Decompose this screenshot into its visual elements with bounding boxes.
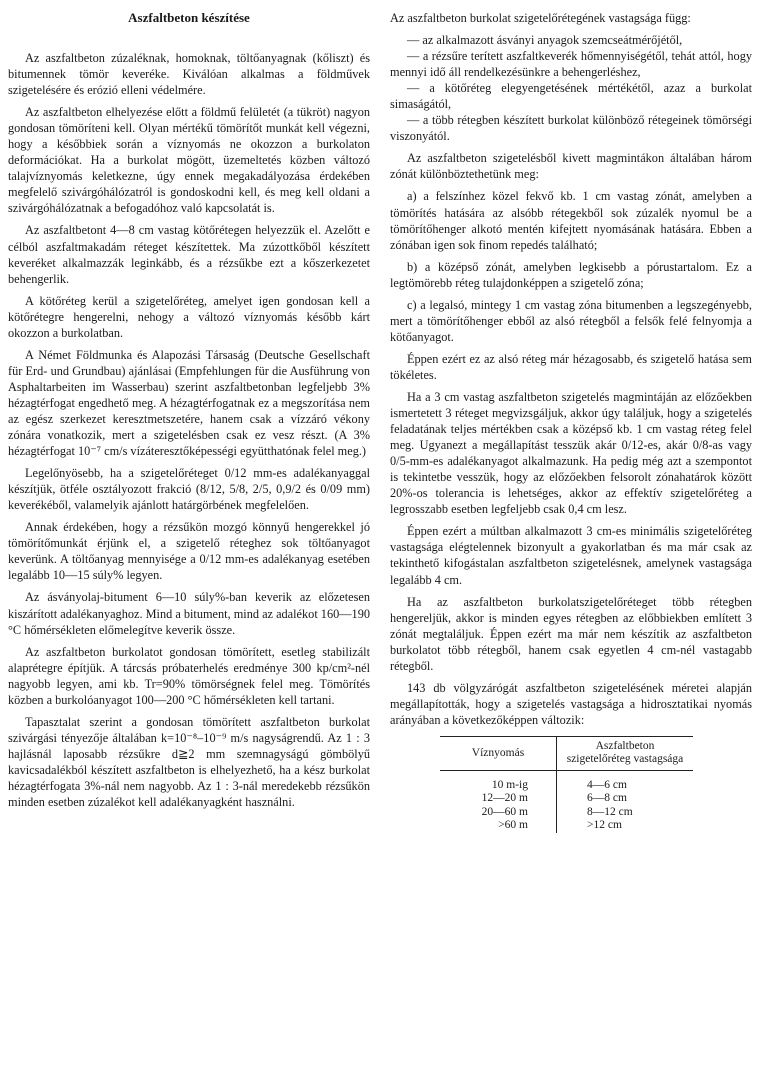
paragraph-filler: Annak érdekében, hogy a rézsűkön mozgó könnyű hengerekkel jó tömörítőmunkát érjünk el, a szigetelő réteghez sok töltőanyagot keverünk. A töltőanyag mennyisége a 0/12 mm-es adalékanyag esetében legalább 10—15 súly% legyen. bbox=[8, 520, 370, 583]
table-cell-pressure: >60 m bbox=[440, 819, 557, 833]
two-column-layout bbox=[8, 10, 752, 833]
list-item: — a rézsűre terített aszfaltkeverék hőmennyiségétől, tehát attól, hogy mennyi idő áll rendelkezésünkre a behengerléshez, bbox=[390, 49, 752, 80]
table-cell-thickness: 4—6 cm bbox=[587, 778, 627, 791]
paragraph-compaction: Az aszfaltbeton burkolatot gondosan tömörített, esetleg stabilizált alaprétegre építjük. A tárcsás próbaterhelés eredménye 300 kp/cm²-nél nagyobb legyen, ami kb. Tr=90% tömörségnek felel meg. Tömörítés közben a burkolóanyagot 100—200 °C hőmérsékleten kell tartani. bbox=[8, 644, 370, 707]
paragraph-zone-b: b) a középső zónát, amelyben legkisebb a pórustartalom. Ez a legtömörebb réteg tulajdonképpen a szigetelő zóna; bbox=[390, 259, 752, 290]
paragraph-dam-survey: 143 db völgyzárógát aszfaltbeton szigetelésének méretei alapján megállapították, hogy a szigetelés vastagsága a hidrosztatikai nyomás arányában a következőképpen változik: bbox=[390, 680, 752, 727]
paragraph-lower-layer: Éppen ezért ez az alsó réteg már hézagosabb, és szigetelő hatása sem tökéletes. bbox=[390, 351, 752, 382]
paragraph-bitumen: Az ásványolaj-bitument 6—10 súly%-ban keverik az előzetesen kiszárított adalékanyaghoz. Mind a bitument, mind az adalékot 160—190 °C hőmérsékleten előmelegítve keverik össze. bbox=[8, 590, 370, 637]
paragraph-multilayer: Ha az aszfaltbeton burkolatszigetelőréteget több rétegben hengereljük, akkor is minden egyes rétegben az előbbiekben említett 3 zónát megtaláljuk. Éppen ezért ma már nem készítik az aszfaltbeton burkolatot több rétegből, hanem csak egyetlen 4 cm-nél vastagabb rétegből. bbox=[390, 594, 752, 673]
thickness-table bbox=[440, 736, 693, 833]
dependency-list bbox=[390, 32, 752, 144]
table-row bbox=[440, 770, 693, 792]
list-item: — az alkalmazott ásványi anyagok szemcseátmérőjétől, bbox=[407, 33, 683, 48]
paragraph-binder-layer: Az aszfaltbetont 4—8 cm vastag kötőrétegen helyezzük el. Azelőtt e célból aszfaltmakadám réteget készítettek. Ma zúzottkőből készített keveréket alkalmazzák leginkább, és a rézsűkbe ezt a kőszerkezetet behengerlik. bbox=[8, 223, 370, 286]
table-cell-thickness: 8—12 cm bbox=[587, 805, 633, 818]
list-item: — a több rétegben készített burkolat különböző rétegeinek tömörségi viszonyától. bbox=[390, 113, 752, 144]
paragraph-aggregate: Legelőnyösebb, ha a szigetelőréteget 0/12 mm-es adalékanyaggal készítjük, ötféle osztályozott frakció (8/12, 5/8, 2/5, 0,9/2 és 0/09 mm) keverékéből, valamelyik ajánlott határgörbének megfelelően. bbox=[8, 466, 370, 513]
table-cell-pressure: 10 m-ig bbox=[440, 770, 557, 792]
table-cell-thickness: >12 cm bbox=[587, 819, 622, 832]
paragraph-definition: Az aszfaltbeton zúzaléknak, homoknak, töltőanyagnak (kőliszt) és bitumennek tömör keveréke. Kiválóan alkalmas a földművek szigetelésére és erózió elleni védelmére. bbox=[8, 51, 370, 98]
paragraph-sealing-layer: A kötőréteg kerül a szigetelőréteg, amelyet igen gondosan kell a kötőrétegre hengerelni, nehogy a változó víznyomás később kárt okozzon a burkolatban. bbox=[8, 293, 370, 340]
paragraph-permeability: Tapasztalat szerint a gondosan tömörített aszfaltbeton burkolat szivárgási tényezője általában k=10⁻⁸–10⁻⁹ m/s nagyságrendű. Az 1 : 3 hajlásnál laposabb rézsűkre d≧2 mm szemnagyságú gömbölyű kavicsadalékból készített aszfaltbeton is elhelyezhető, ha a kész burkolat hézagtérfogata 3%-nál nem nagyobb. Az 1 : 3-nál meredekebb rézsűkön minden esetben zúzalékot kell adalékanyagként használni. bbox=[8, 714, 370, 810]
table-cell-pressure: 12—20 m bbox=[440, 792, 557, 806]
section-title: Aszfaltbeton készítése bbox=[128, 10, 250, 25]
paragraph-thickness-depends: Az aszfaltbeton burkolat szigetelőrétegének vastagsága függ: bbox=[390, 11, 691, 25]
paragraph-minimum-thickness: Éppen ezért a múltban alkalmazott 3 cm-es minimális szigetelőréteg vastagsága elégtelennek bizonyult a gyakorlatban és ma már csak az tekinthető kifogástalan aszfaltbeton szigetelésnek, amelynek vastagsága legalább 4 cm. bbox=[390, 524, 752, 587]
left-column bbox=[8, 10, 370, 833]
paragraph-recommendations: A Német Földmunka és Alapozási Társaság (Deutsche Gesellschaft für Erd- und Grundbau) ajánlásai (Empfehlungen für die Ausführung von Asphaltarbeiten im Wasserbau) szerint aszfaltbetonban legfeljebb 3% hézagtérfogat engedhető meg. A hézagtérfogatnak ez a megszorítása nem az egész szerkezet keresztmetszetére, hanem csak a vízzáró vékony zónára vonatkozik, mert a szigetelésben csak ez vesz részt. (A 3% hézagtérfogat 10⁻⁷ cm/s vízáteresztőképességi együtthatónak felel meg.) bbox=[8, 347, 370, 459]
paragraph-core-sample: Ha a 3 cm vastag aszfaltbeton szigetelés magmintáján az előzőekben ismertetett 3 réteget megvizsgáljuk, akkor úgy találjuk, hogy a szigetelés feladatának teljes mértékben csak a középső kb. 1 cm vastag réteg felel meg. Ugyanezt a megállapítást tesszük akár 0/12-es, akár 0/8-as vagy 0/5-mm-es adalékanyagot alkalmazunk. Ha pedig még azt a szempontot is tekintetbe vesszük, hogy az előzőekben felsorolt zónahatárok között 20%-os tolerancia is lehetséges, akkor az effektív szigetelőréteg a legrosszabb esetben legfeljebb csak 0,4 cm lesz. bbox=[390, 389, 752, 517]
table-cell-pressure: 20—60 m bbox=[440, 806, 557, 820]
list-item: — a kötőréteg elegyengetésének mértékétől, azaz a burkolat simaságától, bbox=[390, 81, 752, 112]
right-column bbox=[390, 10, 752, 833]
table-row bbox=[440, 819, 693, 833]
table-header-thickness: Aszfaltbeton szigetelőréteg vastagsága bbox=[557, 736, 694, 770]
table-row bbox=[440, 792, 693, 806]
table-header-pressure: Víznyomás bbox=[440, 736, 557, 770]
paragraph-zones-intro: Az aszfaltbeton szigetelésből kivett magmintákon általában három zónát különböztethetünk meg: bbox=[390, 151, 752, 182]
paragraph-subgrade: Az aszfaltbeton elhelyezése előtt a földmű felületét (a tükröt) nagyon gondosan tömöríteni kell. Olyan mértékű tömörítőt munkát kell végezni, hogy a későbbiek során a víznyomás ne okozzon a burkolaton deformációkat. Ha a burkolat mögött, üzemeltetés közben változó talajvíznyomás keletkezne, úgy ennek megakadályozása érdekében megfelelő szivárgóhálózatról is gondoskodni kell, és meg kell oldani a szivárgóhálózatnak a befogadóhoz való kapcsolatát is. bbox=[8, 105, 370, 216]
paragraph-zone-a: a) a felszínhez közel fekvő kb. 1 cm vastag zónát, amelyben a tömörítés hatására az alsóbb rétegekből sok zúzalék nyomul be a tömörítőhenger alkotó mentén kifejtett nyomásának hatására. Ebben a zónában igen sok finom repedés található; bbox=[390, 189, 752, 252]
paragraph-zone-c: c) a legalsó, mintegy 1 cm vastag zóna bitumenben a legszegényebb, mert a tömörítőhenger ebből az alsó rétegből a felsők felé felnyomja a kötőanyagot. bbox=[390, 297, 752, 344]
table-cell-thickness: 6—8 cm bbox=[587, 792, 627, 805]
table-row bbox=[440, 806, 693, 820]
